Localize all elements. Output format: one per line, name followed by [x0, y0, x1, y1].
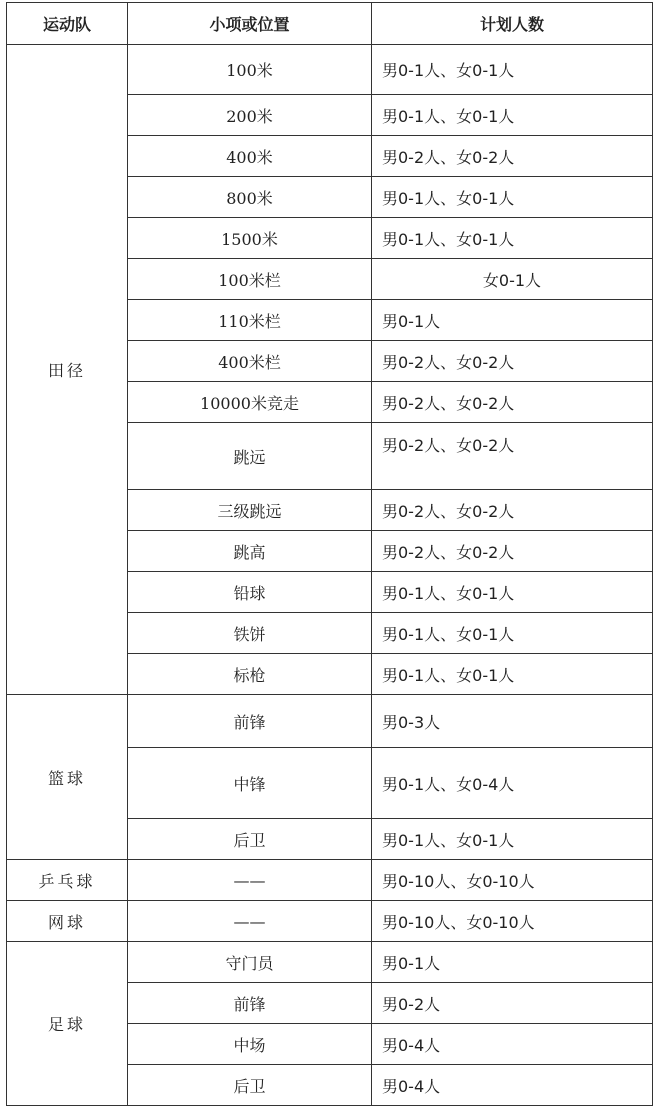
team-label: 乒乓球 — [38, 871, 96, 891]
item-cell: 110米栏 — [128, 300, 372, 341]
team-cell — [7, 45, 128, 695]
item-cell: 400米 — [128, 136, 372, 177]
item-cell: 前锋 — [128, 695, 372, 748]
plan-cell: 男0-1人、女0-1人 — [372, 572, 653, 613]
item-cell: 1500米 — [128, 218, 372, 259]
team-label: 篮球 — [47, 768, 86, 788]
item-cell: 100米栏 — [128, 259, 372, 300]
item-cell: —— — [128, 901, 372, 942]
plan-cell: 男0-10人、女0-10人 — [372, 860, 653, 901]
item-cell: 10000米竞走 — [128, 382, 372, 423]
plan-cell: 男0-2人、女0-2人 — [372, 423, 653, 490]
recruitment-table — [6, 2, 653, 1106]
plan-cell: 男0-4人 — [372, 1024, 653, 1065]
plan-cell: 男0-1人、女0-1人 — [372, 95, 653, 136]
item-cell: —— — [128, 860, 372, 901]
header-item: 小项或位置 — [128, 3, 372, 45]
plan-cell: 男0-2人 — [372, 983, 653, 1024]
item-cell: 跳高 — [128, 531, 372, 572]
plan-cell: 男0-2人、女0-2人 — [372, 382, 653, 423]
item-cell: 前锋 — [128, 983, 372, 1024]
table-body — [7, 45, 653, 1106]
item-cell: 三级跳远 — [128, 490, 372, 531]
plan-cell: 男0-1人、女0-1人 — [372, 45, 653, 95]
team-cell — [7, 860, 128, 901]
item-cell: 铅球 — [128, 572, 372, 613]
plan-cell: 男0-2人、女0-2人 — [372, 136, 653, 177]
team-label: 网球 — [47, 912, 86, 932]
plan-cell: 女0-1人 — [372, 259, 653, 300]
team-label: 足球 — [47, 1015, 86, 1034]
header-plan: 计划人数 — [372, 3, 653, 45]
plan-cell: 男0-1人、女0-4人 — [372, 748, 653, 819]
item-cell: 800米 — [128, 177, 372, 218]
plan-cell: 男0-4人 — [372, 1065, 653, 1106]
item-cell: 跳远 — [128, 423, 372, 490]
plan-cell: 男0-1人、女0-1人 — [372, 177, 653, 218]
plan-cell: 男0-2人、女0-2人 — [372, 341, 653, 382]
team-cell — [7, 901, 128, 942]
team-cell — [7, 695, 128, 860]
plan-cell: 男0-3人 — [372, 695, 653, 748]
plan-cell: 男0-1人、女0-1人 — [372, 819, 653, 860]
table-row — [7, 901, 653, 942]
team-label: 田径 — [47, 361, 86, 380]
item-cell: 守门员 — [128, 942, 372, 983]
header-row — [7, 3, 653, 45]
plan-cell: 男0-1人、女0-1人 — [372, 613, 653, 654]
header-team: 运动队 — [7, 3, 128, 45]
item-cell: 中场 — [128, 1024, 372, 1065]
plan-cell: 男0-10人、女0-10人 — [372, 901, 653, 942]
item-cell: 中锋 — [128, 748, 372, 819]
item-cell: 400米栏 — [128, 341, 372, 382]
item-cell: 200米 — [128, 95, 372, 136]
plan-cell: 男0-2人、女0-2人 — [372, 490, 653, 531]
item-cell: 100米 — [128, 45, 372, 95]
table-row — [7, 942, 653, 983]
item-cell: 后卫 — [128, 1065, 372, 1106]
plan-cell: 男0-1人 — [372, 300, 653, 341]
plan-cell: 男0-1人、女0-1人 — [372, 218, 653, 259]
plan-cell: 男0-2人、女0-2人 — [372, 531, 653, 572]
team-cell — [7, 942, 128, 1106]
table-row — [7, 860, 653, 901]
plan-cell: 男0-1人 — [372, 942, 653, 983]
table-row — [7, 45, 653, 95]
item-cell: 后卫 — [128, 819, 372, 860]
item-cell: 标枪 — [128, 654, 372, 695]
item-cell: 铁饼 — [128, 613, 372, 654]
plan-cell: 男0-1人、女0-1人 — [372, 654, 653, 695]
table-row — [7, 695, 653, 748]
